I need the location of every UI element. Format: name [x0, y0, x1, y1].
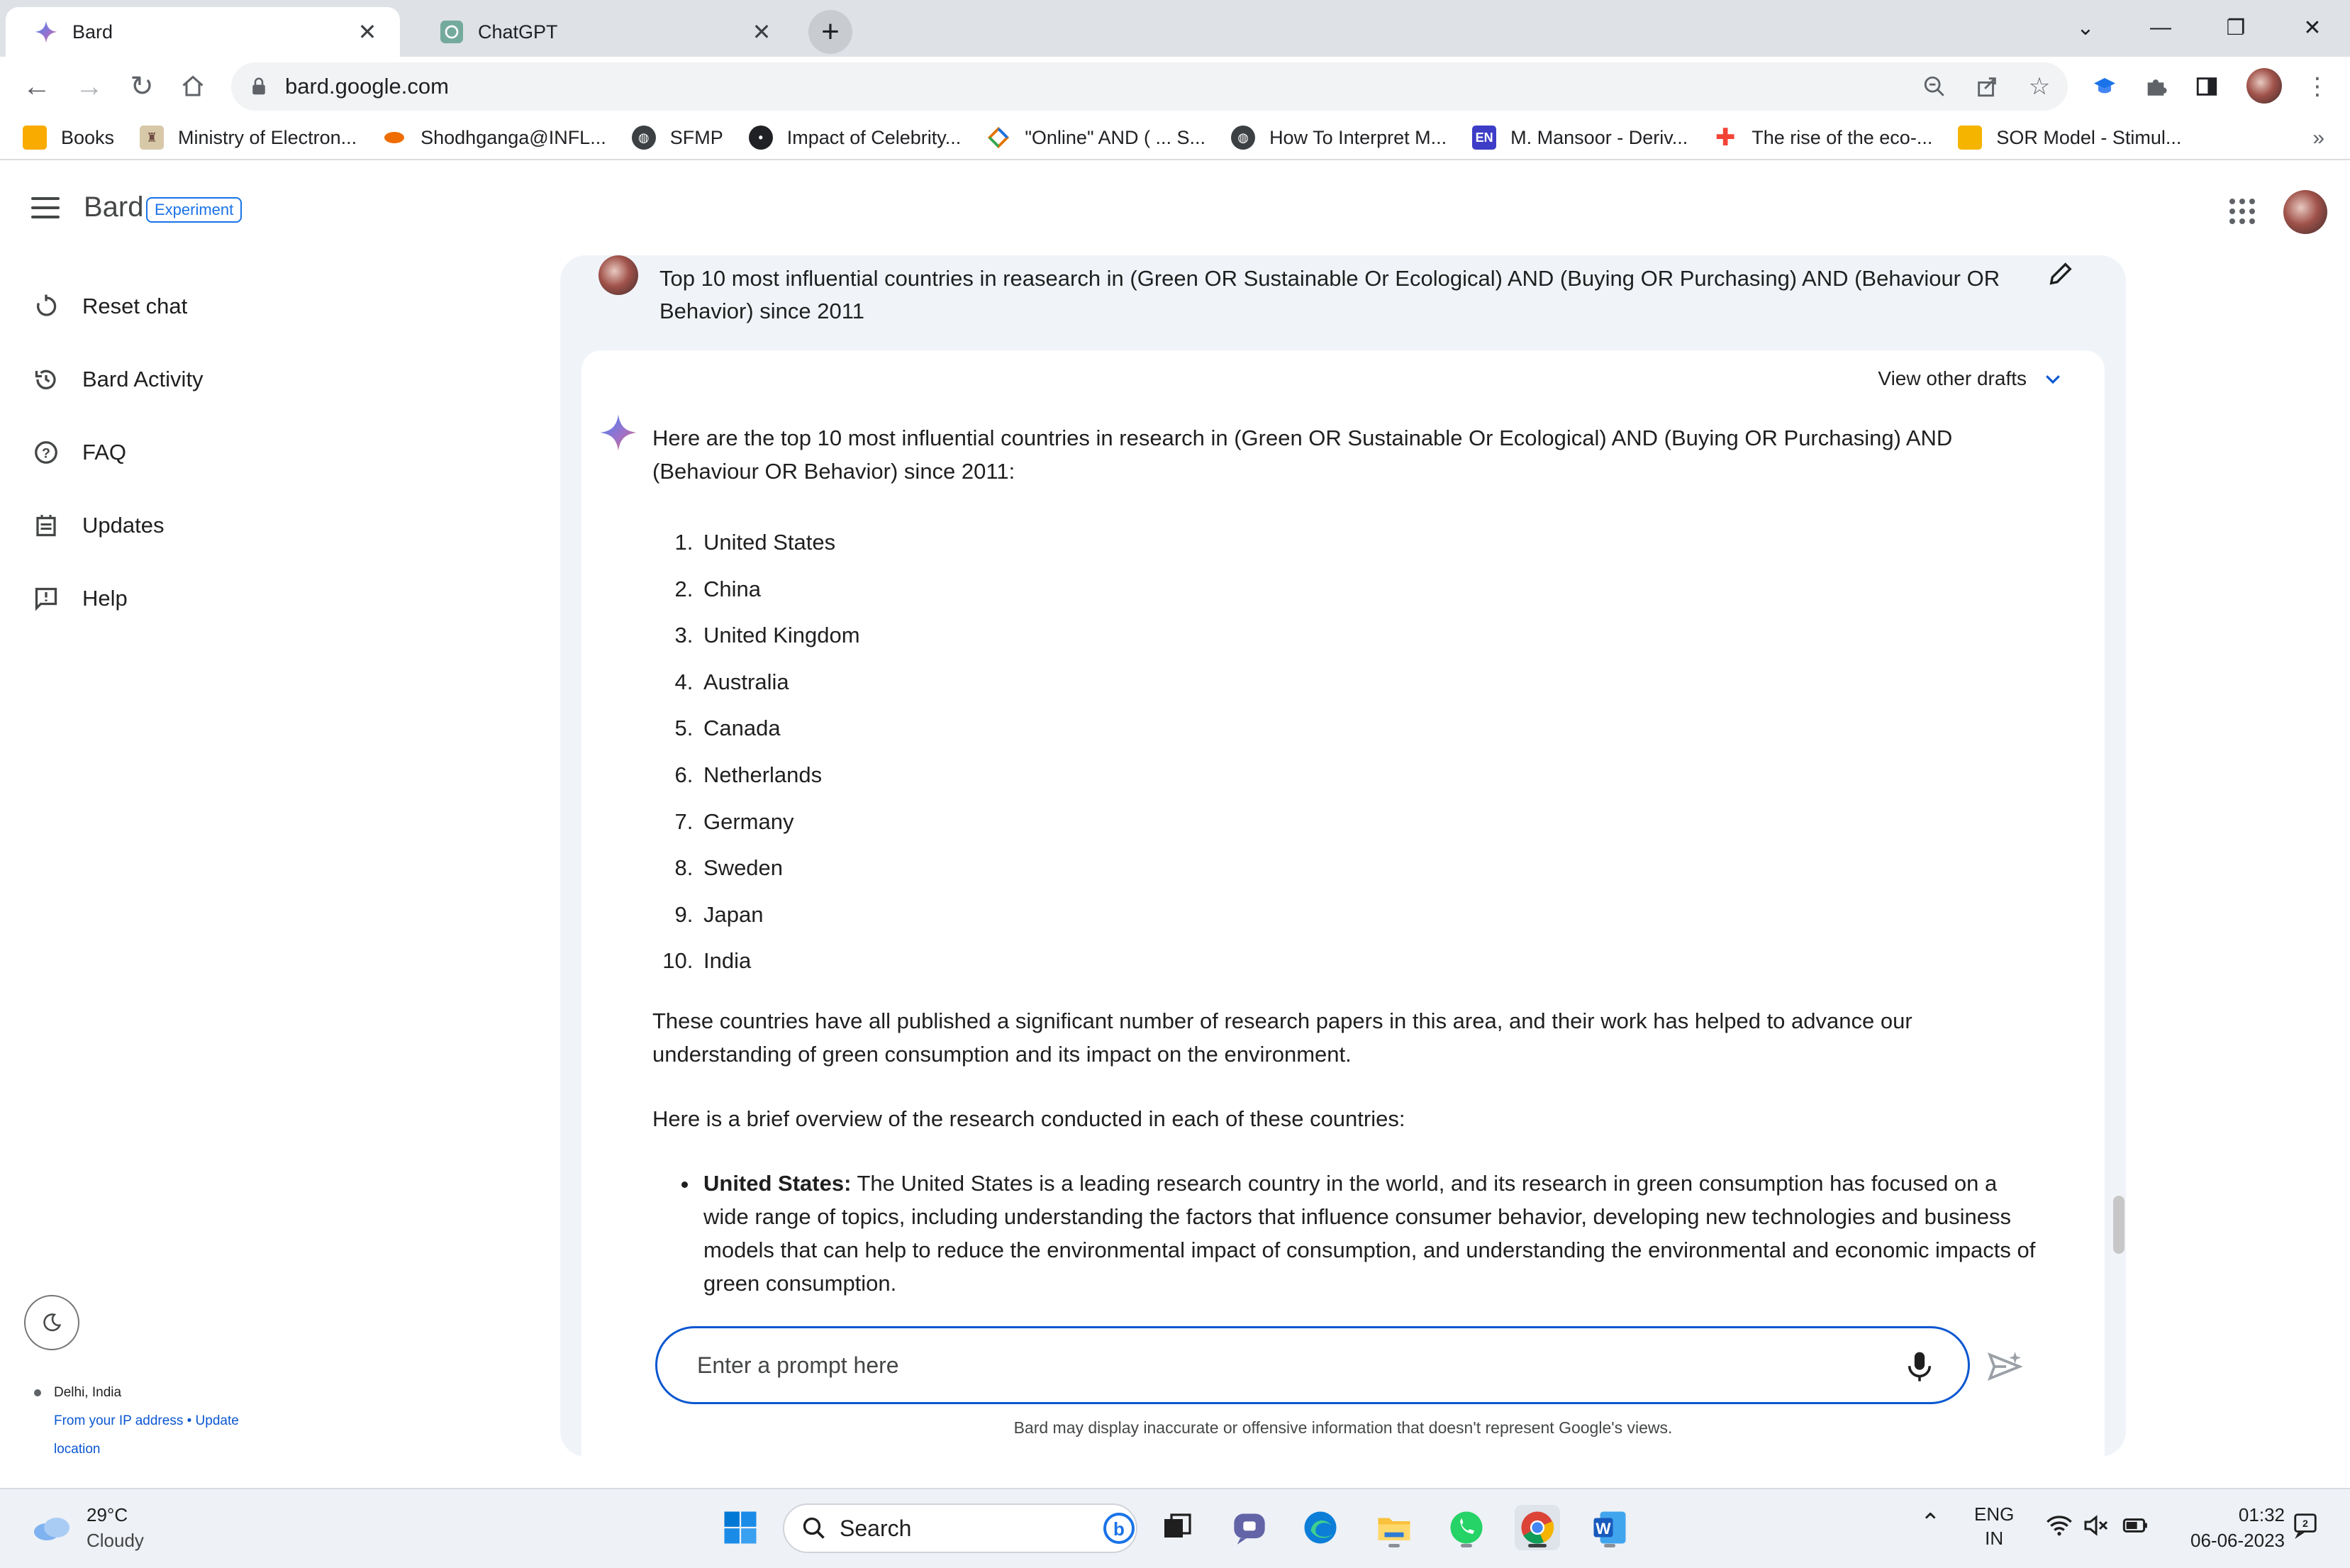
drafts-label: View other drafts [1878, 367, 2027, 389]
tab-bard[interactable] [6, 7, 400, 57]
bookmark-label: M. Mansoor - Deriv... [1510, 126, 1688, 148]
sidebar-item-help[interactable] [0, 562, 525, 635]
svg-text:W: W [1596, 1520, 1611, 1538]
forward-icon[interactable]: → [75, 70, 104, 102]
chatgpt-logo-icon [440, 20, 464, 44]
sidebar-item-updates[interactable] [0, 489, 525, 562]
colorful-logo-icon [986, 126, 1010, 150]
disclaimer-text: Bard may display inaccurate or offensive information that doesn't represent Google's views. [1013, 1418, 1673, 1437]
bookmark-item[interactable] [23, 126, 114, 150]
bookmark-label: Books [61, 126, 115, 148]
moon-icon [41, 1312, 62, 1333]
help-circle-icon [31, 438, 61, 467]
windows-start-icon[interactable] [718, 1505, 763, 1550]
bookmark-label: How To Interpret M... [1269, 126, 1447, 148]
bookmark-label: The rise of the eco-... [1752, 126, 1933, 148]
bookmark-label: "Online" AND ( ... S... [1025, 126, 1206, 148]
notification-icon[interactable] [2292, 1511, 2319, 1545]
sidebar-item-bard-activity[interactable] [0, 343, 525, 416]
bookmark-item[interactable] [632, 126, 723, 150]
ip-address-link[interactable]: From your IP address [54, 1413, 184, 1428]
response-paragraph: Here is a brief overview of the research conducted in each of these countries: [652, 1106, 1405, 1131]
globe-icon: ◍ [1231, 126, 1255, 150]
clock-time: 01:32 [2238, 1504, 2285, 1525]
svg-text:2: 2 [2302, 1518, 2308, 1530]
show-hidden-icons-chevron-icon[interactable]: ⌃ [1920, 1509, 1941, 1536]
taskbar-search[interactable] [783, 1503, 1137, 1553]
tab-title: Bard [72, 21, 113, 43]
bookmark-star-icon[interactable]: ☆ [2028, 73, 2051, 100]
response-paragraph: These countries have all published a significant number of research papers in this area, and their work has helped to advance our understanding of green consumption and its impact on the environment. [652, 1008, 1912, 1067]
region-code: IN [1985, 1528, 2004, 1549]
bard-sparkle-icon [34, 20, 58, 44]
share-icon[interactable] [1971, 71, 2003, 102]
list-item: 8. Sweden [699, 845, 2042, 891]
update-location-link[interactable]: Update [195, 1413, 239, 1428]
teams-chat-icon[interactable] [1227, 1505, 1272, 1550]
running-indicator [1461, 1544, 1472, 1547]
dark-theme-toggle[interactable] [24, 1295, 79, 1350]
emblem-icon: ♜ [140, 126, 164, 150]
whatsapp-icon[interactable] [1444, 1505, 1489, 1550]
calendar-icon [31, 511, 61, 540]
user-query: Top 10 most influential countries in reasearch in (Green OR Sustainable Or Ecological) AND (Buying OR Purchasing) AND (Behaviour OR Behavior) since 2011 [659, 266, 2000, 323]
chrome-icon[interactable] [1515, 1505, 1560, 1550]
sidebar-item-label: Bard Activity [82, 366, 204, 391]
bookmark-label: Ministry of Electron... [178, 126, 357, 148]
profile-avatar[interactable] [2246, 68, 2282, 104]
window-close-icon[interactable]: ✕ [2303, 16, 2322, 40]
edge-browser-icon[interactable] [1298, 1505, 1343, 1550]
bookmark-item[interactable] [986, 126, 1205, 150]
extensions-puzzle-icon[interactable] [2140, 71, 2171, 102]
bard-header [0, 162, 2350, 261]
minimize-icon[interactable]: — [2150, 16, 2171, 39]
location-name: Delhi, India [54, 1385, 122, 1400]
bookmark-item[interactable] [1231, 126, 1447, 150]
list-item: 5. Canada [699, 705, 2042, 752]
sidebar [0, 269, 525, 635]
temperature: 29°C [87, 1504, 128, 1525]
slides-icon [1958, 126, 1982, 150]
list-item: • United States: The United States is a leading research country in the world, and its research in green consumption has focused on a wide range of topics, including understanding the factors that influence consumer behavior, developing new technologies and business models that can help to reduce the environmental impact of consumption, and understanding the environmental and economic impacts of green consumption. [699, 1167, 2042, 1300]
response-viewport [581, 350, 2105, 1305]
home-icon[interactable] [174, 68, 211, 105]
language-code: ENG [1974, 1503, 2015, 1525]
country-list [699, 519, 2042, 984]
tab-title: ChatGPT [478, 21, 558, 43]
edit-pencil-icon[interactable] [2046, 260, 2078, 291]
more-bookmarks-icon[interactable]: » [2312, 126, 2324, 150]
bookmark-item[interactable] [1713, 126, 1932, 150]
search-icon [801, 1516, 827, 1541]
back-icon[interactable]: ← [23, 70, 51, 102]
search-label: Search [840, 1515, 912, 1541]
prompt-input[interactable] [697, 1352, 1832, 1379]
list-item: 10. India [699, 938, 2042, 984]
location-separator: • [186, 1413, 192, 1428]
volume-muted-icon[interactable] [2082, 1513, 2110, 1543]
address-bar[interactable] [231, 62, 2068, 111]
close-icon[interactable]: ✕ [357, 19, 377, 45]
url-text[interactable]: bard.google.com [285, 74, 449, 99]
sidebar-item-label: FAQ [82, 439, 127, 465]
list-item: 9. Japan [699, 891, 2042, 938]
list-item: 4. Australia [699, 659, 2042, 706]
user-avatar [598, 255, 638, 295]
running-indicator [1528, 1544, 1547, 1547]
extension-cap-icon[interactable] [2089, 71, 2120, 102]
task-view-icon[interactable] [1154, 1505, 1200, 1550]
view-other-drafts-button[interactable] [1878, 367, 2064, 390]
bard-sparkle-icon [598, 413, 638, 452]
bookmark-item[interactable] [1472, 126, 1688, 150]
response-intro: Here are the top 10 most influential countries in research in (Green OR Sustainable Or Ecological) AND (Buying OR Purchasing) AND (Behaviour OR Behavior) since 2011: [652, 426, 1953, 484]
apps-grid-icon[interactable] [2229, 199, 2255, 224]
list-item: 1. United States [699, 519, 2042, 566]
list-item: 2. China [699, 566, 2042, 613]
list-item: 7. Germany [699, 799, 2042, 845]
history-icon [31, 365, 61, 394]
folder-icon [23, 126, 47, 150]
bookmark-item[interactable] [382, 126, 606, 150]
update-location-link-cont[interactable]: location [54, 1442, 101, 1457]
reload-icon[interactable]: ↻ [130, 71, 154, 102]
word-icon[interactable] [1587, 1505, 1632, 1550]
sidebar-item-reset-chat[interactable] [0, 269, 525, 343]
list-item: 3. United Kingdom [699, 612, 2042, 659]
sidebar-item-label: Reset chat [82, 293, 188, 318]
running-indicator [1604, 1544, 1615, 1547]
scrollbar-thumb[interactable] [2113, 1196, 2125, 1254]
weather-condition: Cloudy [87, 1530, 144, 1551]
sidebar-item-faq[interactable] [0, 416, 525, 489]
taskbar [0, 1488, 2350, 1568]
bookmark-label: SFMP [669, 126, 723, 148]
system-clock[interactable] [2190, 1502, 2285, 1553]
more-menu-icon[interactable]: ⋮ [2305, 73, 2329, 100]
sidebar-item-label: Updates [82, 512, 165, 538]
browser-toolbar [0, 57, 2350, 116]
zoom-icon[interactable] [1919, 71, 1950, 102]
cross-icon: ✚ [1715, 124, 1736, 151]
tab-strip [0, 0, 2350, 57]
weather-widget[interactable] [31, 1502, 144, 1553]
new-tab-button[interactable]: + [808, 10, 852, 54]
en-icon: EN [1472, 126, 1496, 150]
bookmark-label: SOR Model - Stimul... [1996, 126, 2182, 148]
cloud-icon [31, 1513, 74, 1542]
svg-text:b: b [1113, 1518, 1125, 1540]
wifi-icon[interactable] [2045, 1513, 2073, 1543]
tab-search-chevron-icon[interactable]: ⌄ [2076, 16, 2095, 40]
lock-icon[interactable] [248, 76, 269, 97]
battery-icon[interactable] [2122, 1513, 2150, 1543]
microphone-icon[interactable] [1904, 1350, 1935, 1385]
shodhganga-icon [382, 126, 406, 150]
list-item: 6. Netherlands [699, 752, 2042, 799]
bing-icon[interactable] [1102, 1511, 1136, 1545]
language-indicator[interactable] [1974, 1502, 2014, 1550]
reset-icon [31, 291, 61, 321]
clock-date: 06-06-2023 [2190, 1530, 2285, 1551]
close-icon[interactable]: ✕ [752, 19, 772, 45]
conversation-panel [560, 255, 2126, 1457]
feedback-icon [31, 584, 61, 613]
svg-text:?: ? [42, 445, 50, 461]
tab-chatgpt[interactable] [411, 7, 794, 57]
chevron-down-icon [2042, 368, 2064, 389]
restore-icon[interactable]: ❐ [2226, 16, 2246, 40]
response-text [652, 421, 2042, 1300]
experiment-badge: Experiment [146, 197, 242, 223]
bookmarks-bar [0, 116, 2350, 160]
globe-icon: ◍ [632, 126, 656, 150]
bard-logo[interactable]: Bard [84, 191, 144, 223]
account-avatar[interactable] [2283, 190, 2327, 234]
zoom-logo-icon: • [749, 126, 773, 150]
bookmark-label: Shodhganga@INFL... [421, 126, 606, 148]
menu-icon[interactable] [31, 197, 60, 220]
bookmark-item[interactable] [140, 126, 357, 150]
prompt-input-container[interactable] [655, 1326, 1970, 1404]
country-detail-list [699, 1167, 2042, 1300]
side-panel-icon[interactable] [2191, 71, 2222, 102]
bookmark-item[interactable] [749, 126, 962, 150]
file-explorer-icon[interactable] [1371, 1505, 1417, 1550]
bookmark-label: Impact of Celebrity... [786, 126, 962, 148]
running-indicator [1388, 1544, 1400, 1547]
bookmark-item[interactable] [1958, 126, 2181, 150]
send-icon[interactable] [1987, 1349, 2022, 1384]
sidebar-item-label: Help [82, 585, 128, 611]
location-info [34, 1379, 239, 1464]
